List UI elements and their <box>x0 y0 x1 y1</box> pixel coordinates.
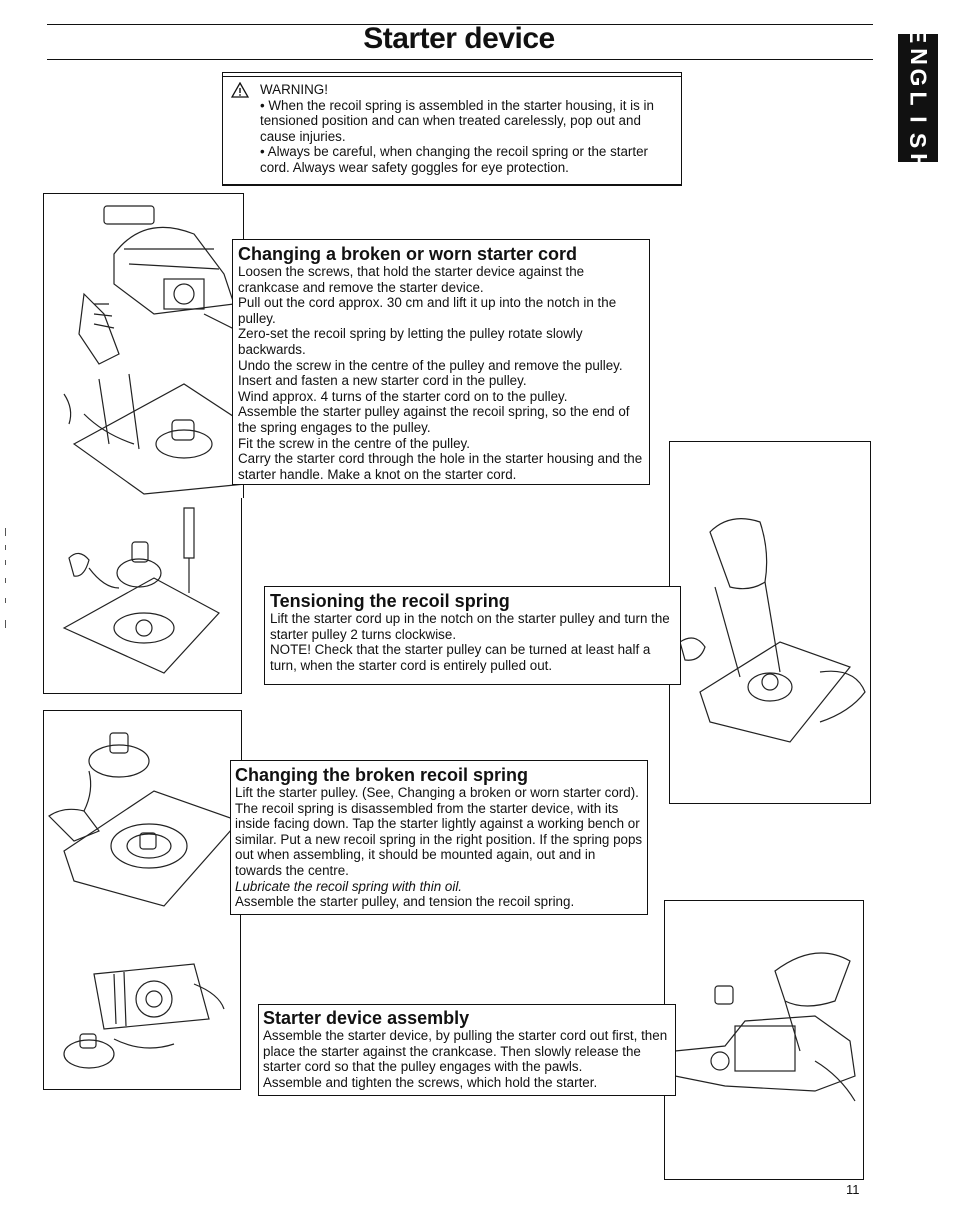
section-line: Zero-set the recoil spring by letting the pulley rotate slowly backwards. <box>238 326 583 357</box>
section-line: Assemble and tighten the screws, which hold the starter. <box>263 1074 598 1090</box>
margin-mark <box>5 578 6 583</box>
section-line: Assemble the starter pulley, and tension the recoil spring. <box>235 894 575 910</box>
section-line: Lubricate the recoil spring with thin oil. <box>235 878 463 894</box>
section-line: Undo the screw in the centre of the pulley and remove the pulley. <box>238 357 623 373</box>
section-heading: Starter device assembly <box>263 1008 470 1028</box>
language-letter: L <box>905 90 932 106</box>
section-line: NOTE! Check that the starter pulley can be turned at least half a turn, when the starter cord is entirely pulled out. <box>270 642 651 673</box>
page-title: Starter device <box>363 22 555 55</box>
language-letter: N <box>905 47 932 65</box>
illustration-hand-cord <box>669 441 871 804</box>
section-changing-starter-cord <box>232 239 650 485</box>
section-starter-device-assembly <box>258 1004 676 1096</box>
header-rule-bottom <box>47 59 873 60</box>
section-line: Fit the screw in the centre of the pulley. <box>238 435 470 451</box>
section-tensioning-recoil-spring <box>264 586 681 685</box>
warning-item: • When the recoil spring is assembled in the starter housing, it is in tensioned position and can when treated carelessly, pop out and cause injuries. <box>260 97 654 144</box>
section-line: Pull out the cord approx. 30 cm and lift it up into the notch in the pulley. <box>238 295 617 326</box>
language-letter: E <box>905 27 932 43</box>
language-letter: I <box>905 115 932 123</box>
language-letter: H <box>905 152 932 170</box>
section-heading: Tensioning the recoil spring <box>270 591 510 611</box>
section-changing-recoil-spring <box>230 760 648 915</box>
margin-mark <box>5 620 6 628</box>
warning-heading: WARNING! <box>260 82 328 97</box>
illustration-chainsaw-assembly <box>664 900 864 1180</box>
language-letter: S <box>905 132 932 148</box>
section-line: Lift the starter cord up in the notch on the starter pulley and turn the starter pulley 2 turns clockwise. <box>270 611 670 642</box>
margin-mark <box>5 545 6 550</box>
illustration-starter-assembly-left <box>43 914 241 1090</box>
section-heading: Changing the broken recoil spring <box>235 765 529 785</box>
section-line: Insert and fasten a new starter cord in the pulley. <box>238 373 527 389</box>
page-number: 11 <box>846 1182 860 1197</box>
section-line: Assemble the starter pulley against the recoil spring, so the end of the spring engages to the pulley. <box>238 404 630 435</box>
section-heading: Changing a broken or worn starter cord <box>238 244 578 264</box>
illustration-recoil-tension-left <box>43 498 242 694</box>
language-tab <box>898 27 938 170</box>
margin-mark <box>5 528 6 536</box>
section-line: Wind approx. 4 turns of the starter cord on to the pulley. <box>238 388 568 404</box>
illustration-starter-removal <box>43 193 244 498</box>
warning-item: • Always be careful, when changing the recoil spring or the starter cord. Always wear safety goggles for eye protection. <box>260 144 649 175</box>
illustration-recoil-spring-housing <box>43 710 242 914</box>
section-line: Loosen the screws, that hold the starter device against the crankcase and remove the starter device. <box>238 264 585 295</box>
section-line: Carry the starter cord through the hole in the starter housing and the starter handle. Make a knot on the starter cord. <box>238 451 643 482</box>
section-line: Lift the starter pulley. (See, Changing a broken or worn starter cord). The recoil spring is disassembled from the starter device, with its inside facing down. Tap the starter lightly against a working bench or similar. Put a new recoil spring in the right position. If the spring pops out when assembling, it should be mounted again, out and in towards the centre. <box>235 785 643 878</box>
section-line: Assemble the starter device, by pulling the starter cord out first, then place the starter against the crankcase. Then slowly release the starter cord so that the pulley engages with the pawls. <box>263 1028 668 1075</box>
margin-mark <box>5 598 6 603</box>
margin-mark <box>5 560 6 565</box>
warning-triangle-icon <box>231 82 249 98</box>
language-letter: G <box>905 68 932 86</box>
warning-box <box>222 72 682 186</box>
